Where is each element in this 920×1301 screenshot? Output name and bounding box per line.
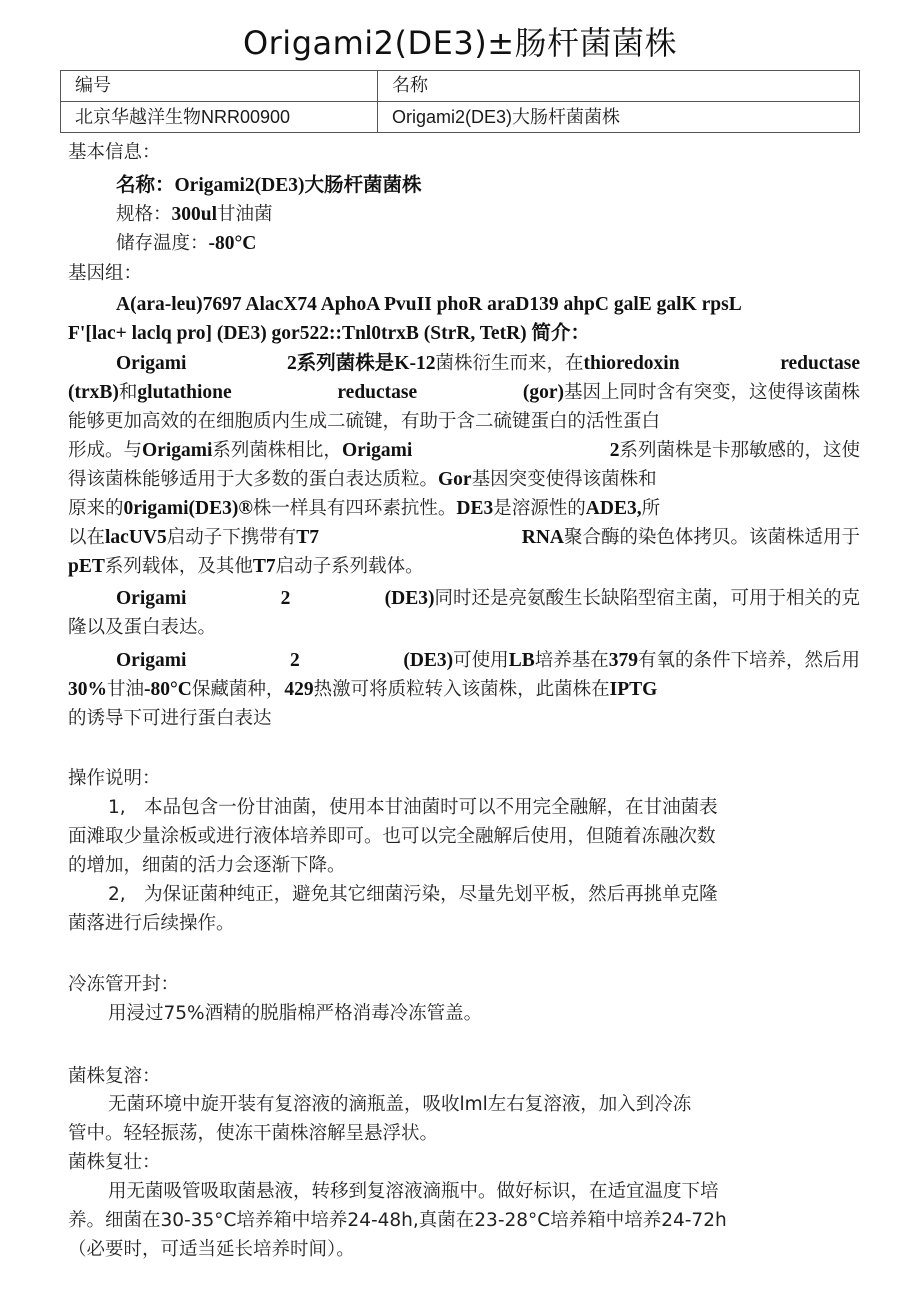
term: reductase [337,382,418,403]
genome-text: F'[lac+ laclq pro] (DE3) gor522::Tnl0trxB (StrR, TetR) [68,323,527,344]
genome-line-2 [68,319,860,348]
term: Origami [116,650,187,671]
genome-heading: 基因组： [68,263,143,284]
text: 聚合酶的染色体拷贝。该菌株适用于 [563,527,860,548]
spec-label: 规格： [116,204,172,225]
basic-spec-line [116,200,860,229]
term: ADE3, [585,498,642,519]
text: 热激可将质粒转入该菌株，此菌株在 [313,679,610,700]
term: Gor [438,469,472,490]
term: Origami [116,588,187,609]
operation-line: 2, 为保证菌种纯正，避免其它细菌污染，尽量先划平板，然后再挑单克隆 [108,884,718,905]
strong-line: 养。细菌在30-35°C培养箱中培养24-48h,真菌在23-28°C培养箱中培养24-72h [68,1210,727,1231]
text: 甘油 [107,679,145,700]
term: 30% [68,679,107,700]
operation-heading: 操作说明： [68,768,161,789]
intro-line [68,407,860,436]
strong-line: 用无菌吸管吸取菌悬液，转移到复溶液滴瓶中。做好标识，在适宜温度下培 [108,1181,719,1202]
text: 系列菌株相比， [212,440,342,461]
intro-line [68,494,860,523]
text: 培养基在 [534,650,609,671]
term: DE3 [456,498,494,519]
term: Origami [341,440,413,461]
table-header-row [61,71,860,102]
text: 菌株衍生而来，在 [435,353,584,374]
revive-line: 管中。轻轻振荡，使冻干菌株溶解呈悬浮状。 [68,1123,439,1144]
term: LB [508,650,535,671]
intro-line [68,378,860,407]
document-title: Origami2(DE3)±肠杆菌菌株 [242,24,678,62]
info-table [60,70,860,133]
table-header-cell: 名称 [378,71,860,102]
intro-line [68,613,860,642]
intro-line [68,436,860,465]
intro-line [68,552,860,581]
term: 2 [280,588,291,609]
term: (DE3) [403,650,454,671]
temp-value: -80°C [208,233,257,254]
spec-num: 300ul [171,204,218,225]
genome-text: A(ara-leu)7697 AlacX74 AphoA PvuII phoR araD139 ahpC galE galK rpsL [116,294,742,315]
term: K-12 [394,353,436,374]
term: 2系列菌株是 [287,353,395,374]
revive-line: 无菌环境中旋开装有复溶液的滴瓶盖，吸收lml左右复溶液，加入到冷冻 [108,1094,692,1115]
term: (trxB) [68,382,119,403]
open-heading: 冷冻管开封： [68,974,180,995]
term: 429 [284,679,314,700]
basic-info-heading: 基本信息： [68,142,161,163]
temp-label: 储存温度： [116,233,209,254]
term: -80°C [144,679,192,700]
term: glutathione [137,382,232,403]
text: 隆以及蛋白表达。 [68,617,217,638]
term: pET [68,556,105,577]
table-header-cell: 编号 [61,71,378,102]
table-cell-code: 北京华越洋生物NRR00900 [61,102,378,133]
text: 能够更加高效的在细胞质内生成二硫键，有助于含二硫键蛋白的活性蛋白 [68,411,661,432]
name-label: 名称： [116,175,175,196]
intro-line [68,523,860,552]
spec-text: 甘油菌 [217,204,273,225]
term: 379 [608,650,638,671]
operation-line: 菌落进行后续操作。 [68,913,235,934]
intro-line [68,704,860,733]
text: 形成。与 [68,440,143,461]
text: 的诱导下可进行蛋白表达 [68,708,272,729]
intro-line [116,349,860,378]
intro-line [116,646,860,675]
intro-line [68,465,860,494]
strong-heading: 菌株复壮： [68,1152,161,1173]
term: Origami [116,353,187,374]
strong-line: （必要时，可适当延长培养时间）。 [68,1239,355,1260]
text: 系列菌株是卡那敏感的，这使 [619,440,860,461]
table-cell-name: Origami2(DE3)大肠杆菌菌株 [378,102,860,133]
term: T7 [252,556,276,577]
open-line: 用浸过75%酒精的脱脂棉严格消毒冷冻管盖。 [108,1003,483,1024]
text: 是溶源性的 [493,498,586,519]
term: thioredoxin [583,353,680,374]
term: (gor) [522,382,564,403]
term: 2 [290,650,300,671]
term: RNA [521,527,564,548]
intro-label: 简介： [526,323,591,344]
text: 启动子系列载体。 [275,556,424,577]
text: 系列载体，及其他 [104,556,253,577]
text: 同时还是亮氨酸生长缺陷型宿主菌，可用于相关的克 [434,588,860,609]
operation-line: 面滩取少量涂板或进行液体培养即可。也可以完全融解后使用，但随着冻融次数 [68,826,716,847]
basic-temp-line [116,229,860,258]
text: 启动子下携带有 [166,527,297,548]
text: 得该菌株能够适用于大多数的蛋白表达质粒。 [68,469,439,490]
term: 0rigami(DE3)® [123,498,253,519]
text: 可使用 [453,650,509,671]
term: Origami [142,440,213,461]
text: 基因突变使得该菌株和 [471,469,657,490]
term: IPTG [609,679,658,700]
genome-line-1 [116,290,860,319]
text: 保藏菌种， [191,679,285,700]
text: 有氧的条件下培养，然后用 [637,650,860,671]
table-row [61,102,860,133]
operation-line: 1, 本品包含一份甘油菌，使用本甘油菌时可以不用完全融解，在甘油菌表 [108,797,718,818]
basic-name-line [116,171,860,200]
text: 基因上同时含有突变，这使得该菌株 [563,382,860,403]
text: 和 [118,382,138,403]
revive-heading: 菌株复溶： [68,1066,161,1087]
intro-line [116,584,860,613]
text: 以在 [68,527,106,548]
term: T7 [296,527,320,548]
term: reductase [780,353,860,374]
name-value: Origami2(DE3)大肠杆菌菌株 [174,175,422,196]
term: lacUV5 [105,527,167,548]
text: 所 [641,498,661,519]
text: 株一样具有四环素抗性。 [252,498,457,519]
intro-line [68,675,860,704]
operation-line: 的增加，细菌的活力会逐渐下降。 [68,855,346,876]
term: 2 [609,440,620,461]
term: (DE3) [384,588,435,609]
text: 原来的 [68,498,124,519]
